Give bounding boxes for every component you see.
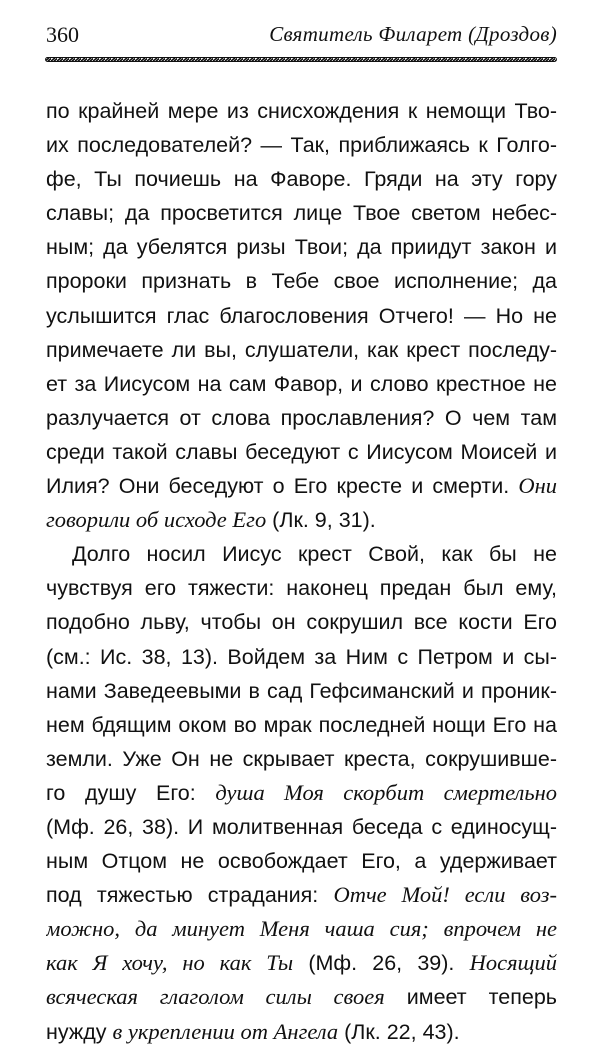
text-run: ет за Иисусом на сам Фавор, и слово крестное не: [46, 371, 557, 396]
text-line: [46, 94, 557, 128]
italic-quote: говорили об исходе Его: [46, 507, 267, 533]
text-run: ным Отцом не освобождает Его, а удерживает: [46, 849, 557, 874]
body-text: [46, 94, 557, 1049]
italic-quote: Отче Мой! если воз-: [333, 882, 557, 908]
text-line: [46, 946, 557, 980]
text-run: их последователей? — Так, приближаясь к Голго-: [46, 133, 557, 158]
text-line: [46, 469, 557, 503]
text-line: [46, 196, 557, 230]
text-run: (Мф. 26, 39).: [293, 951, 470, 976]
text-run: услышится глас благословения Отчего! — Но не: [46, 303, 557, 328]
running-title: Святитель Филарет (Дроздов): [269, 22, 557, 46]
text-run: нем бдящим оком во мрак последней нощи Его на: [46, 712, 557, 737]
italic-quote: душа Моя скорбит смертельно: [215, 779, 557, 805]
text-line: [46, 640, 557, 674]
running-header: [46, 22, 557, 52]
text-line: [46, 878, 557, 912]
text-run: (Лк. 22, 43).: [338, 1019, 460, 1044]
italic-quote: Носящий: [469, 950, 557, 976]
text-run: под тяжестью страдания:: [46, 883, 334, 908]
italic-quote: в укреплении от Ангела: [112, 1018, 339, 1044]
text-run: земли. Уже Он не скрывает креста, сокрушивше-: [46, 746, 557, 771]
text-run: славы; да просветится лице Твое светом небес-: [46, 201, 557, 226]
decorative-rope-rule: [45, 57, 557, 62]
text-line: [46, 810, 557, 844]
text-run: Илия? Они беседуют о Его кресте и смерти.: [46, 474, 519, 499]
text-run: чувствуя его тяжести: наконец предан был ему,: [46, 576, 557, 601]
text-run: пророки признать в Тебе свое исполнение; да: [46, 269, 557, 294]
text-line: [46, 435, 557, 469]
text-line: [46, 299, 557, 333]
text-line: [46, 776, 557, 810]
text-run: подобно льву, чтобы он сокрушил все кости Его: [46, 610, 557, 635]
text-run: среди такой славы беседуют с Иисусом Моисей и: [46, 439, 557, 464]
paragraph: [46, 94, 557, 537]
text-run: фе, Ты почиешь на Фаворе. Гряди на эту гору: [46, 167, 557, 192]
italic-quote: как Я хочу, но как Ты: [46, 950, 294, 976]
text-run: (Лк. 9, 31).: [266, 508, 376, 533]
text-run: го душу Его:: [46, 780, 216, 805]
text-line: [46, 844, 557, 878]
text-line: [46, 503, 557, 537]
text-run: по крайней мере из снисхождения к немощи Тво-: [46, 99, 557, 123]
text-line: [46, 162, 557, 196]
italic-quote: Они: [518, 473, 557, 499]
text-line: [46, 571, 557, 605]
text-run: Долго носил Иисус крест Свой, как бы не: [72, 542, 557, 567]
text-line: [46, 264, 557, 298]
text-run: (Мф. 26, 38). И молитвенная беседа с единосущ-: [46, 814, 557, 839]
text-line: [46, 537, 557, 571]
text-run: имеет теперь: [384, 985, 557, 1010]
italic-quote: всяческая глаголом силы своея: [46, 984, 385, 1010]
text-line: [46, 912, 557, 946]
text-line: [46, 128, 557, 162]
italic-quote: можно, да минует Меня чаша сия; впрочем не: [46, 916, 557, 942]
text-line: [46, 708, 557, 742]
text-run: (см.: Ис. 38, 13). Войдем за Ним с Петром и сы-: [46, 644, 557, 669]
text-line: [46, 401, 557, 435]
text-line: [46, 367, 557, 401]
text-line: [46, 230, 557, 264]
text-line: [46, 674, 557, 708]
text-line: [46, 1015, 557, 1049]
text-run: разлучается от слова прославления? О чем там: [46, 405, 557, 430]
text-run: нужду: [46, 1019, 113, 1044]
text-line: [46, 742, 557, 776]
paragraph: [46, 537, 557, 1048]
page-number: 360: [46, 22, 79, 47]
text-run: примечаете ли вы, слушатели, как крест последу-: [46, 337, 557, 362]
text-run: нами Заведеевыми в сад Гефсиманский и проник-: [46, 678, 557, 703]
text-run: ным; да убелятся ризы Твои; да приидут закон и: [46, 235, 557, 260]
text-line: [46, 980, 557, 1014]
text-line: [46, 333, 557, 367]
text-line: [46, 605, 557, 639]
